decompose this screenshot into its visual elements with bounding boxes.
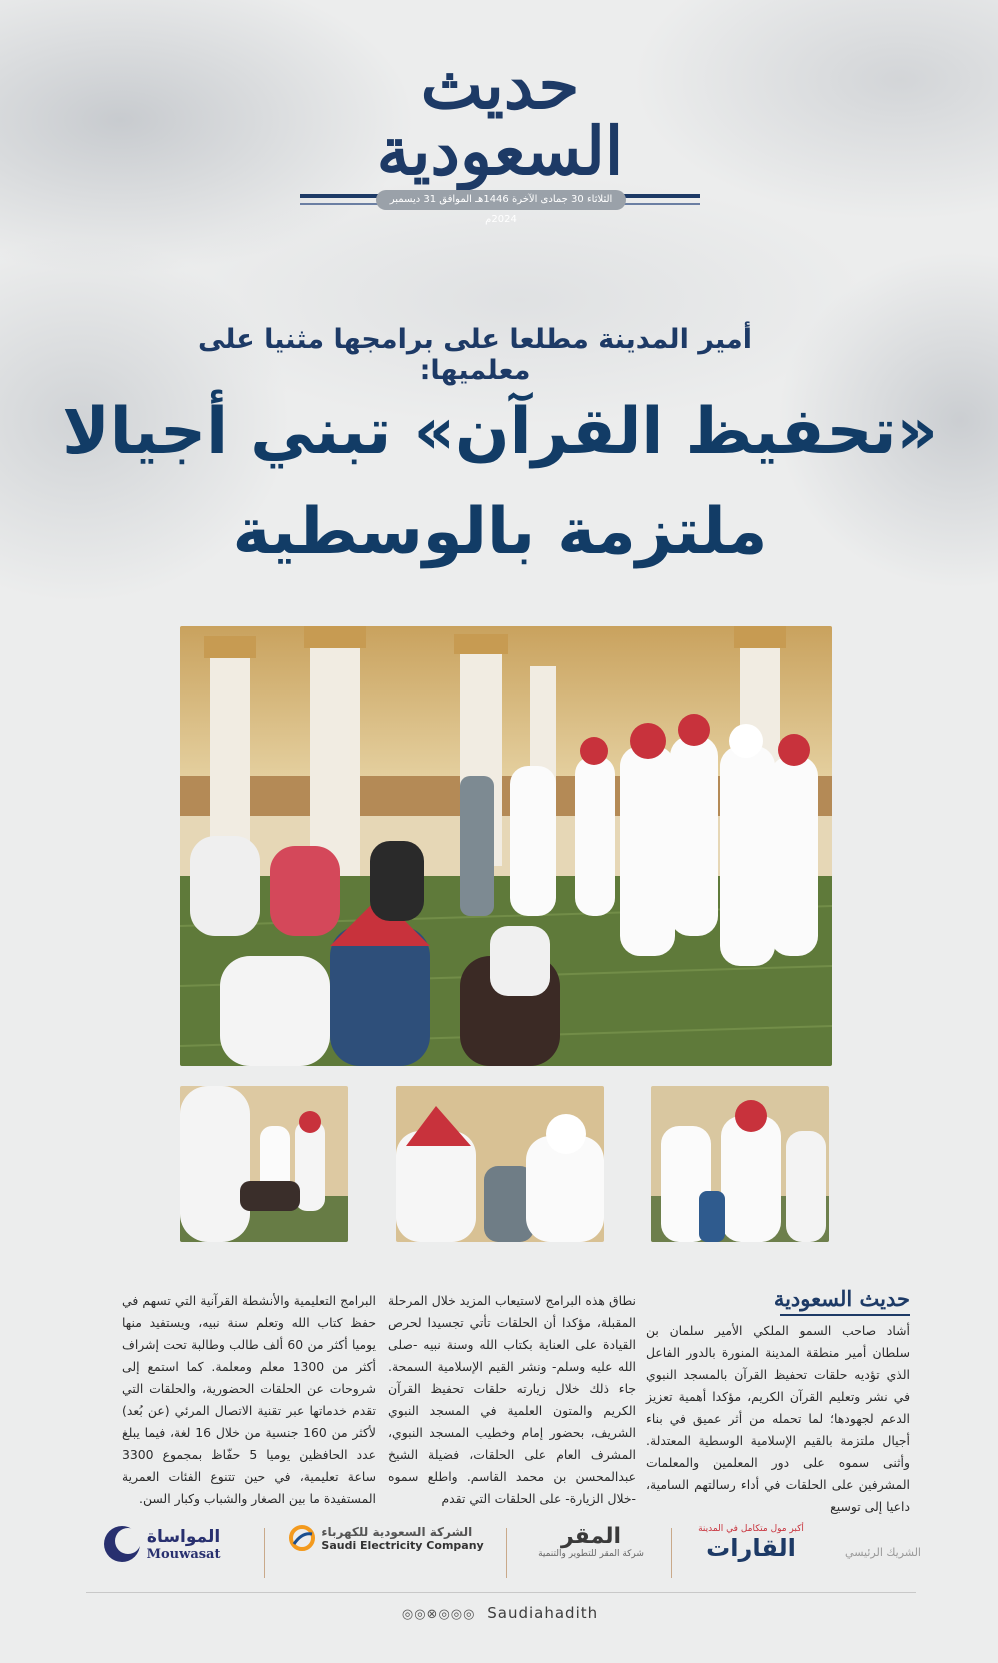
sponsor-divider xyxy=(506,1528,507,1578)
main-partner-label: الشريك الرئيسي xyxy=(845,1546,921,1559)
masthead xyxy=(290,46,710,205)
sponsor-subtitle: شركة المقر للتطوير والتنمية xyxy=(538,1549,644,1559)
thumbnail-photo-2 xyxy=(396,1086,604,1242)
article-kicker: أمير المدينة مطلعا على برامجها مثنيا على معلميها: xyxy=(197,324,753,386)
sponsor-name: القارات xyxy=(706,1534,796,1562)
byline-rule xyxy=(780,1314,910,1316)
sponsor-mouwasat xyxy=(86,1524,236,1564)
sponsor-name-ar: الشركة السعودية للكهرباء xyxy=(321,1524,473,1539)
sponsor-divider xyxy=(264,1528,265,1578)
article-headline xyxy=(60,382,940,582)
headline-line-2: ملتزمة بالوسطية xyxy=(232,495,768,569)
sponsor-name-en: Mouwasat xyxy=(146,1546,221,1562)
handle-text: Saudiahadith xyxy=(487,1604,599,1622)
sponsor-name-ar: المواساة xyxy=(146,1526,221,1547)
headline-line-1: «تحفيظ القرآن» تبني أجيالا xyxy=(62,395,938,469)
column-text: البرامج التعليمية والأنشطة القرآنية التي تسهم في حفظ كتاب الله وتعلم سنة نبيه، ويستفيد منها يوميا أكثر من 60 ألف طالب وطالبة تحت إشراف أكثر من 1300 معلم ومعلمة. كما استمع إلى شروحات عن الحلقات الحضورية، والحلقات التي تقدم خدماتها عبر تقنية الاتصال المرئي (عن بُعد) لأكثر من 160 جنسية من خلال 16 لغة، فيما يبلغ عدد الحافظين يوميا 5 حفّاظ بمجموع 3300 ساعة تعليمية، في حين تتنوع الفئات العمرية المستفيدة ما بين الصغار والشباب وكبار السن. xyxy=(122,1293,376,1506)
sec-logo-icon xyxy=(288,1524,316,1552)
article-column-middle xyxy=(388,1290,636,1510)
article-column-right xyxy=(646,1320,910,1518)
sponsor-name: المقر xyxy=(560,1524,622,1549)
footer-rule xyxy=(86,1592,916,1593)
column-text: أشاد صاحب السمو الملكي الأمير سلمان بن سلطان أمير منطقة المدينة المنورة بالدور الفاعل الذي تؤديه حلقات تحفيظ القرآن بالمسجد النبوي في نشر وتعليم القرآن الكريم، مؤكدا أهمية تعزيز الدعم لجهودها؛ لما تحمله من أثر عميق في بناء أجيال ملتزمة بالقيم الإسلامية الوسطية المعتدلة. وأثنى سموه على دور المعلمين والمعلمات المشرفين على الحلقات في أداء رسالتهم السامية، داعيا إلى توسيع xyxy=(646,1323,910,1514)
article-column-left xyxy=(122,1290,376,1510)
sponsor-tagline: أكبر مول متكامل في المدينة xyxy=(698,1524,804,1534)
thumbnail-photo-3 xyxy=(180,1086,348,1242)
mouwasat-logo-icon xyxy=(102,1524,142,1564)
byline-logo: حديث السعودية xyxy=(773,1286,910,1311)
social-icons: ◎◎⊗◎◎◎ xyxy=(401,1607,476,1622)
sponsor-divider xyxy=(671,1528,672,1578)
sponsor-sec xyxy=(286,1524,486,1552)
sponsor-name-en: Saudi Electricity Company xyxy=(321,1538,484,1552)
hero-photo xyxy=(180,626,832,1066)
thumbnail-photo-1 xyxy=(651,1086,829,1242)
masthead-logo: حديث السعودية xyxy=(376,46,624,190)
sponsor-alqarat xyxy=(686,1524,816,1562)
sponsor-almaqar xyxy=(526,1524,656,1559)
column-text: نطاق هذه البرامج لاستيعاب المزيد خلال المرحلة المقبلة، مؤكدا أن الحلقات تأتي تجسيدا لحرص القيادة على العناية بكتاب الله وسنة نبيه -صلى الله عليه وسلم- ونشر القيم الإسلامية السمحة. جاء ذلك خلال زيارته حلقات تحفيظ القرآن الكريم والمتون العلمية في المسجد النبوي الشريف، بحضور إمام وخطيب المسجد النبوي، المشرف العام على الحلقات، فضيلة الشيخ عبدالمحسن بن محمد القاسم. واطلع سموه -خلال الزيارة- على الحلقات التي تقدم xyxy=(388,1293,636,1506)
social-handle xyxy=(380,1604,620,1622)
issue-date: الثلاثاء 30 جمادى الآخرة 1446هـ الموافق 31 ديسمبر 2024م xyxy=(376,190,626,210)
sponsor-strip xyxy=(86,1520,921,1586)
